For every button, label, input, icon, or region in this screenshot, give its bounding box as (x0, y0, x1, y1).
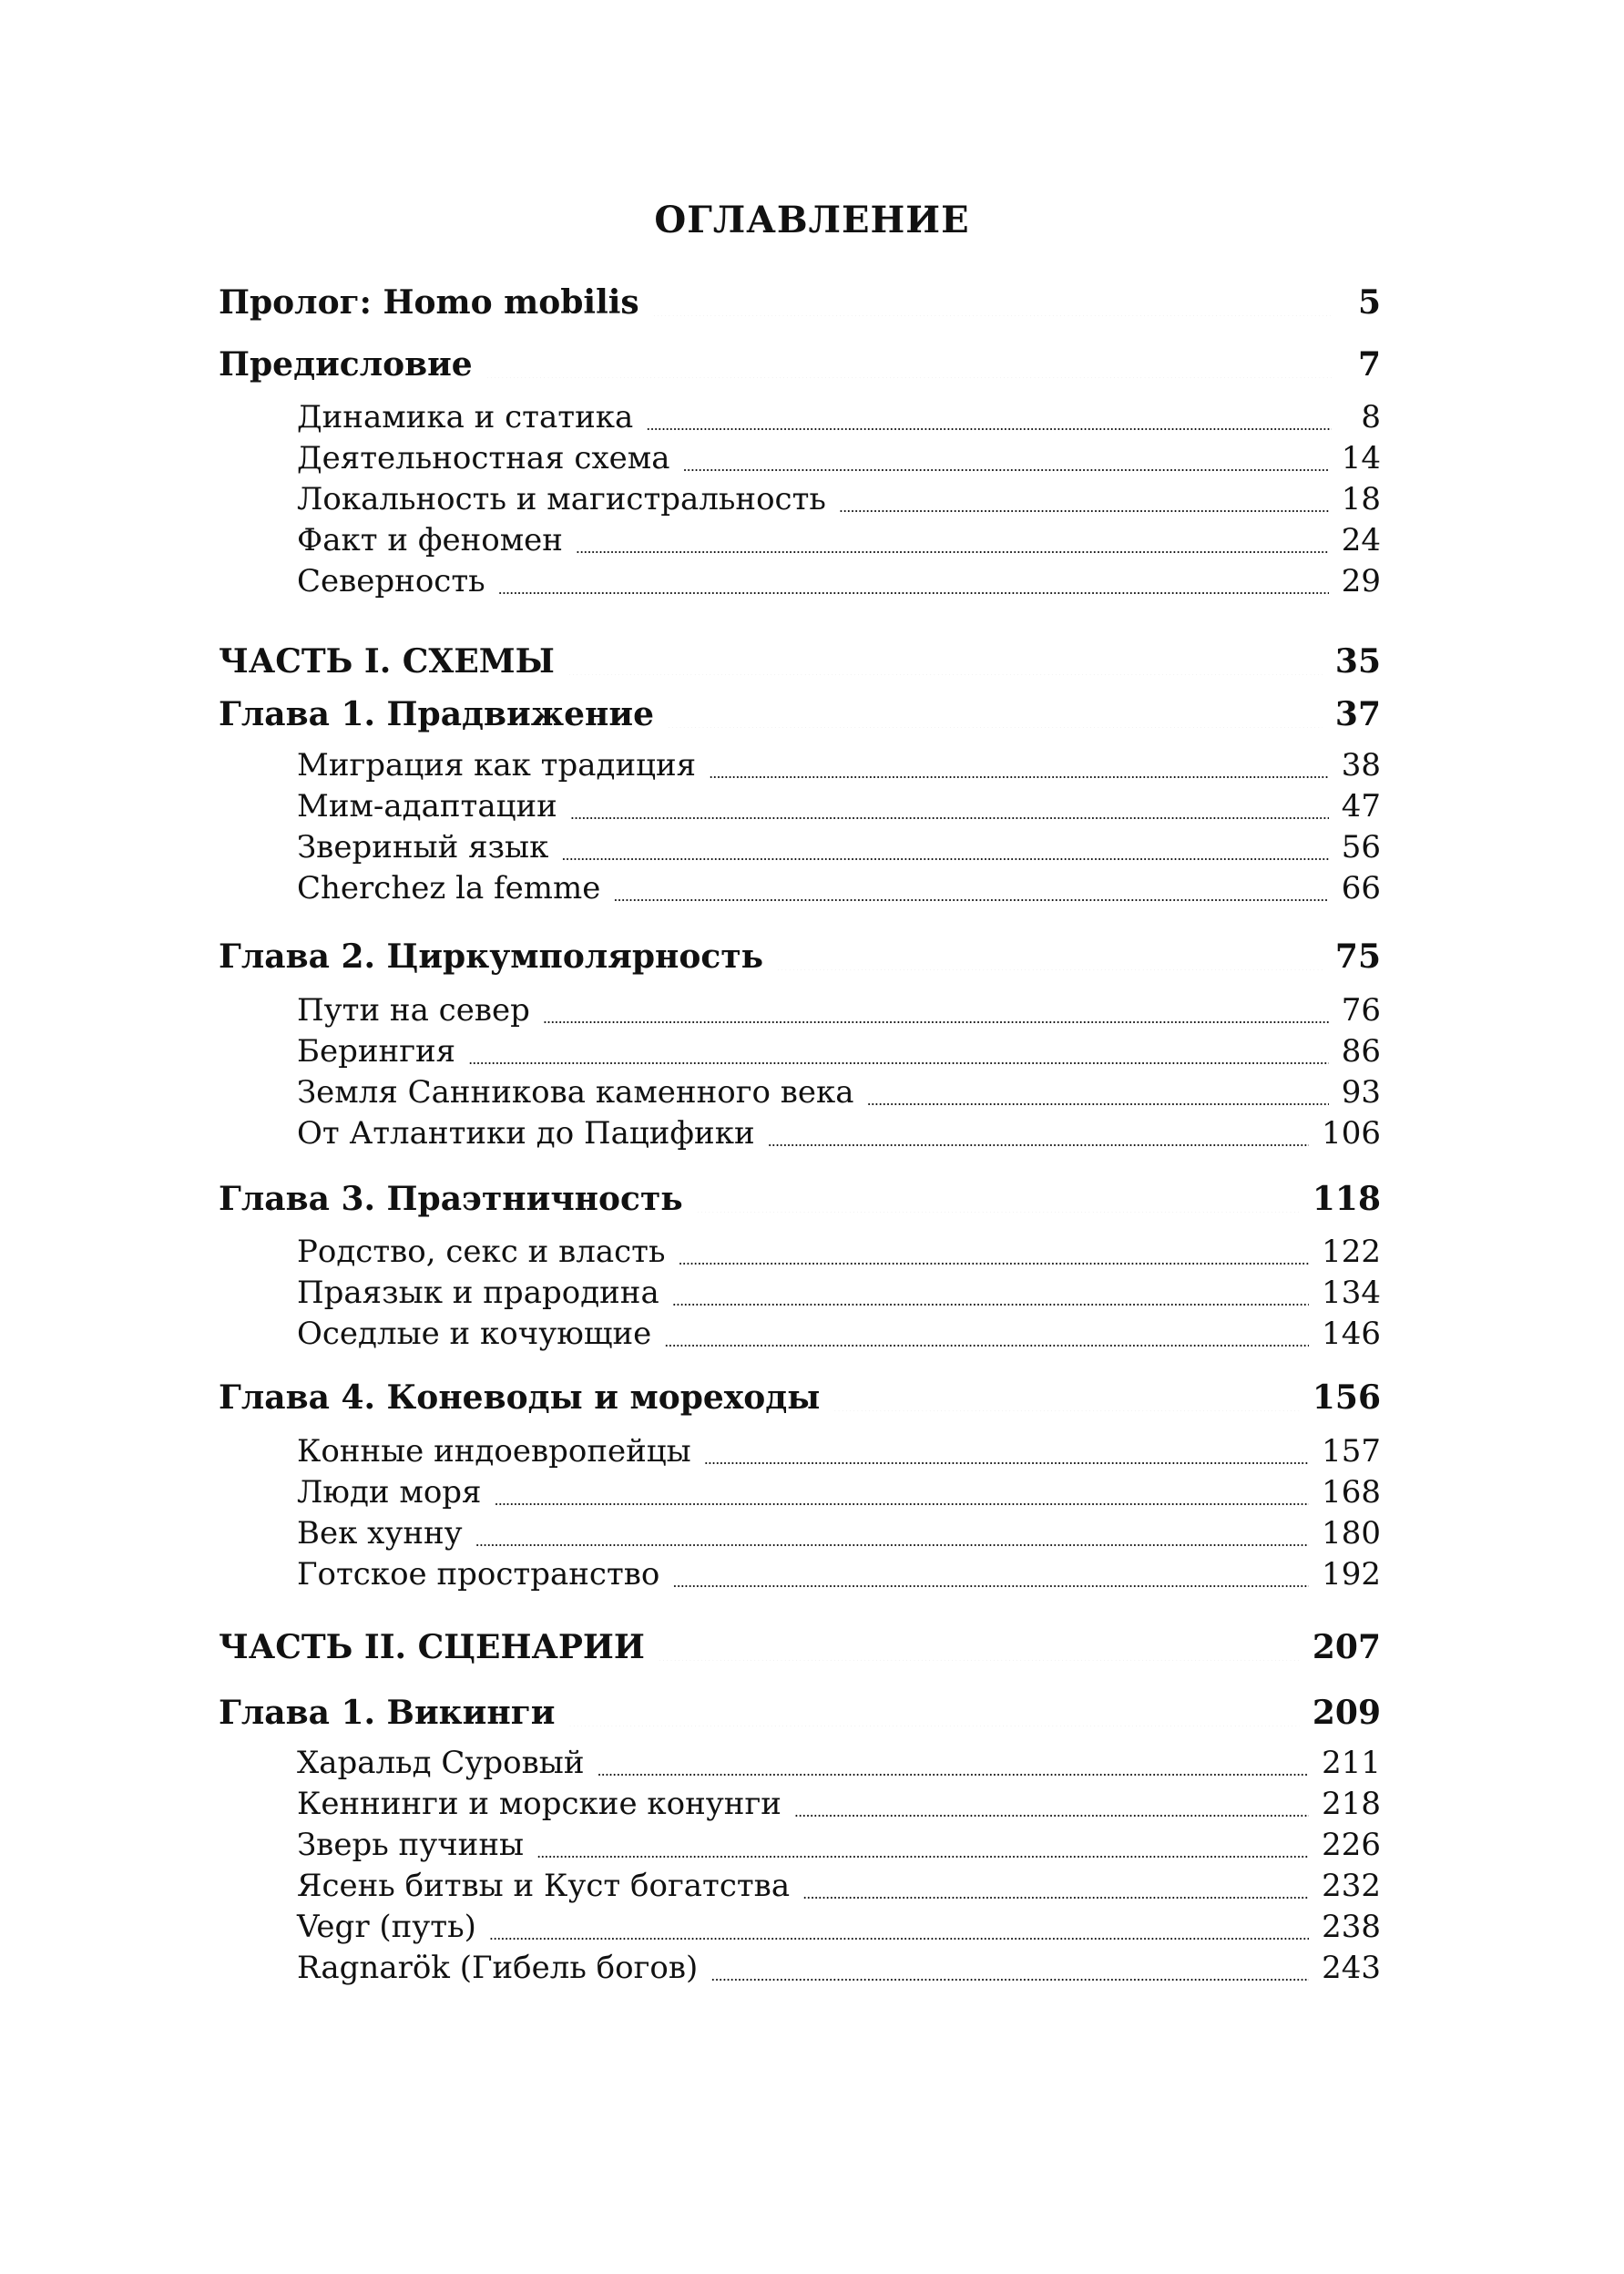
toc-entry-page: 75 (1334, 937, 1381, 976)
dot-leader (489, 1909, 1309, 1940)
toc-entry-part-1[interactable] (219, 638, 1381, 685)
toc-entry-label: Глава 4. Коневоды и мореходы (219, 1378, 821, 1417)
dot-leader (696, 1180, 1300, 1213)
dot-leader (568, 1694, 1300, 1726)
toc-entry-label: Праязык и прародина (297, 1275, 659, 1311)
toc-entry-page: 156 (1312, 1378, 1381, 1417)
toc-entry-page: 168 (1322, 1474, 1381, 1511)
toc-entry-label: Северность (297, 563, 485, 599)
toc-subentry[interactable] (297, 826, 1381, 868)
toc-entry-label: Конные индоевропейцы (297, 1433, 691, 1470)
toc-entry-page: 29 (1341, 563, 1381, 599)
toc-subentry[interactable] (297, 1906, 1381, 1948)
toc-entry-page: 243 (1322, 1950, 1381, 1986)
toc-subentry[interactable] (297, 1947, 1381, 1989)
toc-entry-preface[interactable] (219, 341, 1381, 388)
toc-entry-label: Берингия (297, 1033, 456, 1070)
toc-entry-page: 134 (1322, 1275, 1381, 1311)
dot-leader (570, 788, 1329, 819)
toc-subentry[interactable] (297, 1313, 1381, 1355)
toc-subentry[interactable] (297, 1430, 1381, 1472)
toc-entry-label: ЧАСТЬ II. СЦЕНАРИИ (219, 1628, 645, 1666)
toc-entry-label: Глава 1. Викинги (219, 1694, 556, 1732)
toc-subentry[interactable] (297, 1231, 1381, 1273)
dot-leader (567, 642, 1323, 675)
toc-subentry[interactable] (297, 1865, 1381, 1907)
toc-entry-page: 226 (1322, 1827, 1381, 1863)
toc-entry-label: Глава 2. Циркумполярность (219, 937, 764, 976)
toc-entry-prologue[interactable] (219, 279, 1381, 326)
toc-entry-page: 106 (1322, 1115, 1381, 1152)
toc-entry-page: 24 (1341, 522, 1381, 558)
dot-leader (802, 1868, 1309, 1899)
toc-entry-page: 232 (1322, 1868, 1381, 1904)
dot-leader (495, 1474, 1310, 1505)
toc-entry-label: Cherchez la femme (297, 870, 601, 907)
dot-leader (498, 563, 1329, 594)
toc-entry-page: 5 (1357, 283, 1381, 322)
toc-entry-label: Мим-адаптации (297, 788, 557, 825)
toc-entry-page: 146 (1322, 1316, 1381, 1352)
toc-subentry[interactable] (297, 560, 1381, 602)
toc-entry-page: 157 (1322, 1433, 1381, 1470)
dot-leader (658, 1628, 1300, 1661)
toc-entry-label: Предисловие (219, 345, 473, 384)
toc-entry-page: 207 (1312, 1628, 1381, 1666)
toc-entry-label: Динамика и статика (297, 399, 634, 435)
toc-entry-label: Пути на север (297, 992, 530, 1029)
toc-entry-label: Локальность и магистральность (297, 481, 826, 517)
toc-entry-page: 122 (1322, 1234, 1381, 1270)
toc-entry-page: 35 (1334, 642, 1381, 681)
toc-subentry[interactable] (297, 785, 1381, 827)
toc-entry-label: Миграция как традиция (297, 747, 697, 784)
toc-entry-page: 8 (1361, 399, 1381, 435)
toc-subentry[interactable] (297, 478, 1381, 520)
toc-subentry[interactable] (297, 989, 1381, 1031)
toc-entry-page: 47 (1341, 788, 1381, 825)
toc-entry-page: 18 (1341, 481, 1381, 517)
toc-entry-label: Факт и феномен (297, 522, 563, 558)
toc-subentry[interactable] (297, 1112, 1381, 1154)
toc-entry-page: 209 (1312, 1694, 1381, 1732)
toc-entry-label: Харальд Суровый (297, 1745, 585, 1781)
dot-leader (709, 747, 1329, 778)
toc-subentry[interactable] (297, 1742, 1381, 1784)
toc-entry-label: Vegr (путь) (297, 1909, 476, 1945)
toc-entry-label: Век хунну (297, 1515, 463, 1552)
toc-subentry[interactable] (297, 396, 1381, 438)
dot-leader (672, 1556, 1309, 1587)
dot-leader (536, 1827, 1309, 1858)
toc-entry-page: 238 (1322, 1909, 1381, 1945)
toc-subentry[interactable] (297, 1030, 1381, 1072)
toc-subentry[interactable] (297, 1553, 1381, 1595)
dot-leader (475, 1515, 1309, 1546)
toc-entry-label: Оседлые и кочующие (297, 1316, 652, 1352)
table-of-contents (219, 0, 1381, 2274)
dot-leader (561, 829, 1328, 860)
dot-leader (468, 1033, 1329, 1064)
toc-entry-page: 14 (1341, 440, 1381, 476)
toc-entry-chapter[interactable] (219, 691, 1381, 738)
toc-subentry[interactable] (297, 1783, 1381, 1825)
dot-leader (678, 1234, 1309, 1265)
toc-subentry[interactable] (297, 1071, 1381, 1113)
toc-entry-page: 56 (1341, 829, 1381, 866)
toc-entry-label: ЧАСТЬ I. СХЕМЫ (219, 642, 555, 681)
dot-leader (768, 1115, 1309, 1146)
toc-entry-chapter[interactable] (219, 1689, 1381, 1736)
dot-leader (839, 481, 1329, 512)
dot-leader (672, 1275, 1309, 1306)
toc-subentry[interactable] (297, 437, 1381, 479)
toc-entry-label: Земля Санникова каменного века (297, 1074, 854, 1111)
dot-leader (597, 1745, 1309, 1776)
dot-leader (543, 992, 1329, 1023)
dot-leader (652, 283, 1332, 316)
dot-leader (613, 870, 1328, 901)
toc-subentry[interactable] (297, 1272, 1381, 1314)
dot-leader (776, 937, 1323, 970)
toc-entry-page: 118 (1312, 1180, 1381, 1218)
toc-entry-label: Зверь пучины (297, 1827, 525, 1863)
dot-leader (682, 440, 1328, 471)
dot-leader (794, 1786, 1309, 1817)
toc-subentry[interactable] (297, 519, 1381, 561)
dot-leader (576, 522, 1329, 553)
toc-entry-label: Пролог: Homo mobilis (219, 283, 639, 322)
toc-entry-label: Глава 1. Прадвижение (219, 695, 654, 733)
toc-entry-label: Кеннинги и морские конунги (297, 1786, 781, 1822)
toc-entry-chapter[interactable] (219, 1175, 1381, 1223)
toc-entry-page: 38 (1341, 747, 1381, 784)
toc-entry-label: Деятельностная схема (297, 440, 670, 476)
toc-subentry[interactable] (297, 867, 1381, 909)
toc-entry-label: Люди моря (297, 1474, 482, 1511)
dot-leader (664, 1316, 1309, 1347)
dot-leader (667, 695, 1323, 728)
toc-entry-label: Готское пространство (297, 1556, 660, 1593)
dot-leader (710, 1950, 1309, 1981)
toc-entry-label: Ясень битвы и Куст богатства (297, 1868, 791, 1904)
toc-entry-chapter[interactable] (219, 933, 1381, 980)
toc-entry-page: 66 (1341, 870, 1381, 907)
dot-leader (704, 1433, 1309, 1464)
toc-entry-page: 37 (1334, 695, 1381, 733)
toc-subentry[interactable] (297, 1824, 1381, 1866)
toc-entry-page: 218 (1322, 1786, 1381, 1822)
toc-entry-label: Глава 3. Праэтничность (219, 1180, 683, 1218)
toc-entry-page: 76 (1341, 992, 1381, 1029)
toc-entry-chapter[interactable] (219, 1374, 1381, 1421)
toc-entry-label: Звериный язык (297, 829, 549, 866)
dot-leader (867, 1074, 1329, 1105)
toc-entry-page: 180 (1322, 1515, 1381, 1552)
dot-leader (646, 399, 1332, 430)
toc-entry-page: 192 (1322, 1556, 1381, 1593)
toc-entry-page: 86 (1341, 1033, 1381, 1070)
page-title: ОГЛАВЛЕНИЕ (654, 199, 970, 241)
dot-leader (485, 345, 1332, 378)
toc-subentry[interactable] (297, 1471, 1381, 1513)
toc-entry-page: 211 (1322, 1745, 1381, 1781)
toc-subentry[interactable] (297, 1512, 1381, 1554)
dot-leader (832, 1378, 1299, 1411)
toc-entry-label: Родство, секс и власть (297, 1234, 666, 1270)
toc-subentry[interactable] (297, 744, 1381, 786)
toc-entry-page: 7 (1357, 345, 1381, 384)
toc-entry-page: 93 (1341, 1074, 1381, 1111)
toc-entry-label: Ragnarök (Гибель богов) (297, 1950, 699, 1986)
toc-entry-label: От Атлантики до Пацифики (297, 1115, 755, 1152)
toc-entry-part-2[interactable] (219, 1624, 1381, 1671)
